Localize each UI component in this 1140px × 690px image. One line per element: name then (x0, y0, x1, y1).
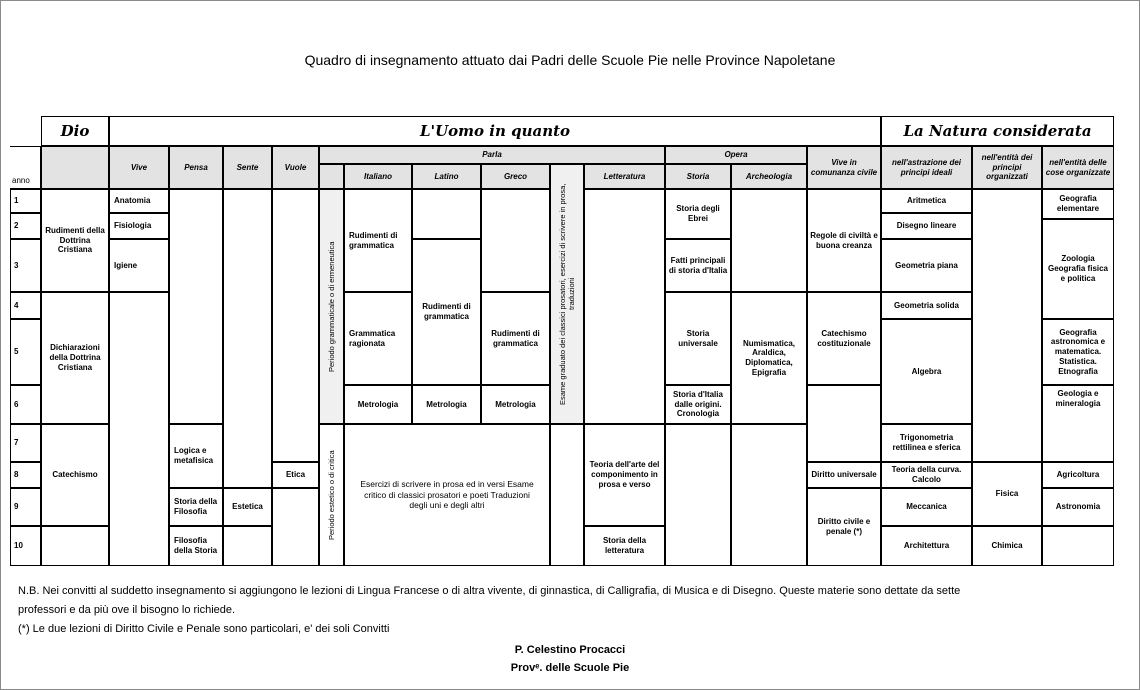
storia-cell-empty (665, 424, 731, 566)
entita-principi-cell: Chimica (972, 526, 1042, 566)
italiano-cell: Grammatica ragionata (344, 292, 412, 385)
dio-cell: Rudimenti della Dottrina Cristiana (41, 189, 109, 292)
comunanza-cell: Catechismo costituzionale (807, 292, 881, 385)
header-sente: Sente (223, 146, 272, 189)
dio-cell-empty (41, 526, 109, 566)
vive-cell: Anatomia (109, 189, 169, 213)
dio-cell: Catechismo (41, 424, 109, 526)
storia-cell: Storia universale (665, 292, 731, 385)
nb-note-line1: N.B. Nei convitti al suddetto insegnamento si aggiungono le lezioni di Lingua Francese o di altra vivente, di ginnastica, di Calligrafia, di Musica e di Disegno. Queste materie sono dettate da sette (18, 585, 961, 597)
page-title: Quadro di insegnamento attuato dai Padri delle Scuole Pie nelle Province Napoletane (304, 52, 836, 68)
header-astrazione: nell'astrazione dei principi ideali (881, 146, 972, 189)
pensa-cell: Filosofia della Storia (169, 526, 223, 566)
nb-note-line2: professori e da più ove il bisogno lo richiede. (18, 604, 236, 616)
period-estetico: Periodo estetico o di critica (319, 424, 344, 566)
year-cell: 1 (10, 189, 41, 213)
astrazione-cell: Architettura (881, 526, 972, 566)
section-dio: Dio (41, 116, 109, 146)
latino-cell-empty (412, 189, 481, 239)
entita-cose-cell: Geologia e mineralogia (1042, 385, 1114, 462)
astrazione-cell: Algebra (881, 319, 972, 424)
period-esame: Esame graduato dei classici prosatori, esercizi di scrivere in prosa, traduzioni (550, 164, 584, 424)
year-cell: 10 (10, 526, 41, 566)
comunanza-cell: Regole di civiltà e buona creanza (807, 189, 881, 292)
sente-cell-empty (223, 189, 272, 488)
header-dio-blank (41, 146, 109, 189)
entita-cose-cell: Geografia astronomica e matematica. Statistica. Etnografia (1042, 319, 1114, 385)
pensa-cell: Logica e metafisica (169, 424, 223, 488)
pensa-cell: Storia della Filosofia (169, 488, 223, 526)
italiano-cell: Rudimenti di grammatica (344, 189, 412, 292)
astrazione-cell: Teoria della curva. Calcolo (881, 462, 972, 488)
entita-principi-cell-empty (972, 189, 1042, 462)
year-cell: 3 (10, 239, 41, 292)
letteratura-cell: Storia della letteratura (584, 526, 665, 566)
vuole-cell-empty (272, 488, 319, 566)
astrazione-cell: Geometria solida (881, 292, 972, 319)
header-archeologia: Archeologia (731, 164, 807, 189)
asterisk-note: (*) Le due lezioni di Diritto Civile e Penale sono particolari, e' dei soli Convitti (18, 623, 390, 635)
header-vuole: Vuole (272, 146, 319, 189)
entita-cose-cell: Astronomia (1042, 488, 1114, 526)
letteratura-cell: Teoria dell'arte del componimento in prosa e verso (584, 424, 665, 526)
header-parla-blank (319, 164, 344, 189)
header-greco: Greco (481, 164, 550, 189)
entita-cose-cell: Geografia elementare (1042, 189, 1114, 219)
pensa-cell-empty (169, 189, 223, 424)
latino-cell: Metrologia (412, 385, 481, 424)
year-cell: 8 (10, 462, 41, 488)
year-cell: 5 (10, 319, 41, 385)
archeologia-cell-empty (731, 189, 807, 292)
header-entita-principi: nell'entità dei principi organizzati (972, 146, 1042, 189)
italiano-cell: Metrologia (344, 385, 412, 424)
header-letteratura: Letteratura (584, 164, 665, 189)
vive-cell: Igiene (109, 239, 169, 292)
letteratura-cell-empty (584, 189, 665, 424)
dio-cell: Dichiarazioni della Dottrina Cristiana (41, 292, 109, 424)
header-comunanza: Vive in comunanza civile (807, 146, 881, 189)
greco-cell-empty (481, 189, 550, 292)
year-cell: 6 (10, 385, 41, 424)
header-entita-cose: nell'entità delle cose organizzate (1042, 146, 1114, 189)
vuole-cell: Etica (272, 462, 319, 488)
astrazione-cell: Meccanica (881, 488, 972, 526)
header-latino: Latino (412, 164, 481, 189)
sente-cell: Estetica (223, 488, 272, 526)
esame-cell-empty (550, 424, 584, 566)
astrazione-cell: Geometria piana (881, 239, 972, 292)
year-cell: 9 (10, 488, 41, 526)
header-pensa: Pensa (169, 146, 223, 189)
year-cell: 7 (10, 424, 41, 462)
storia-cell: Fatti principali di storia d'Italia (665, 239, 731, 292)
comunanza-cell-empty (807, 385, 881, 462)
period-grammaticale: Periodo grammaticale o di ermeneutica (319, 189, 344, 424)
header-storia: Storia (665, 164, 731, 189)
teaching-table (10, 116, 1130, 570)
signature-title: Provᵉ. delle Scuole Pie (510, 662, 630, 674)
comunanza-cell: Diritto civile e penale (*) (807, 488, 881, 566)
header-anno: anno (10, 146, 41, 189)
storia-cell: Storia degli Ebrei (665, 189, 731, 239)
astrazione-cell: Aritmetica (881, 189, 972, 213)
vuole-cell-empty (272, 189, 319, 462)
year-cell: 2 (10, 213, 41, 239)
section-natura: La Natura considerata (881, 116, 1114, 146)
entita-cose-cell-empty (1042, 526, 1114, 566)
signature-name: P. Celestino Procacci (514, 644, 626, 656)
astrazione-cell: Trigonometria rettilinea e sferica (881, 424, 972, 462)
parla-estetico-cell: Esercizi di scrivere in prosa ed in versi Esame critico di classici prosatori e poeti Traduzioni degli uni e degli altri (344, 424, 550, 566)
year-cell: 4 (10, 292, 41, 319)
sente-cell-empty (223, 526, 272, 566)
latino-cell: Rudimenti di grammatica (412, 239, 481, 385)
comunanza-cell: Diritto universale (807, 462, 881, 488)
entita-principi-cell: Fisica (972, 462, 1042, 526)
astrazione-cell: Disegno lineare (881, 213, 972, 239)
header-vive: Vive (109, 146, 169, 189)
header-italiano: Italiano (344, 164, 412, 189)
archeologia-cell-empty (731, 424, 807, 566)
greco-cell: Metrologia (481, 385, 550, 424)
header-parla: Parla (319, 146, 665, 164)
archeologia-cell: Numismatica, Araldica, Diplomatica, Epigrafia (731, 292, 807, 424)
vive-cell: Fisiologia (109, 213, 169, 239)
entita-cose-cell: Zoologia Geografia fisica e politica (1042, 219, 1114, 319)
entita-cose-cell: Agricoltura (1042, 462, 1114, 488)
section-uomo: L'Uomo in quanto (109, 116, 881, 146)
greco-cell: Rudimenti di grammatica (481, 292, 550, 385)
storia-cell: Storia d'Italia dalle origini. Cronologia (665, 385, 731, 424)
header-opera: Opera (665, 146, 807, 164)
vive-cell-empty (109, 292, 169, 566)
